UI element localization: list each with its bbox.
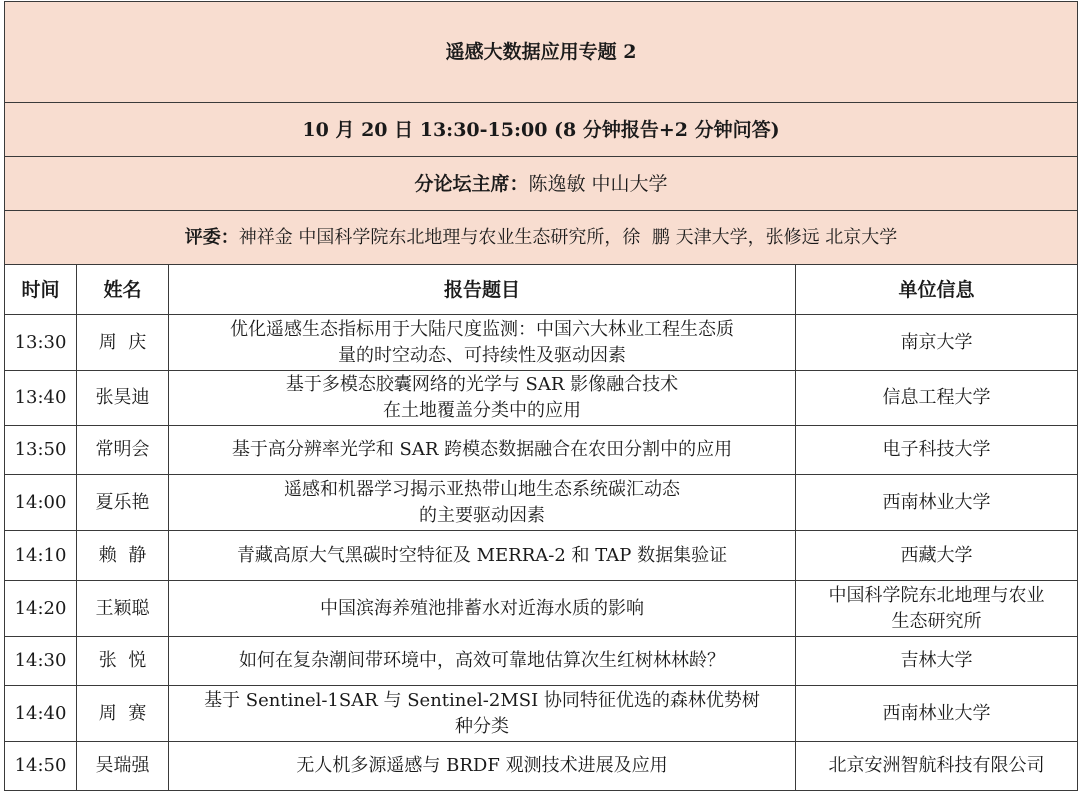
table-row [5,686,1078,742]
row-speaker-name: 常明会 [77,426,169,475]
row-affiliation-line: 西藏大学 [900,544,973,566]
row-topic-line: 量的时空动态、可持续性及驱动因素 [338,344,626,366]
header-name: 姓名 [77,265,169,315]
row-affiliation-line: 吉林大学 [900,650,973,671]
row-affiliation [796,531,1078,581]
table-row [5,531,1078,581]
row-topic [169,371,796,426]
row-topic-line: 遥感和机器学习揭示亚热带山地生态系统碳汇动态 [284,478,680,500]
row-topic-line: 青藏高原大气黑碳时空特征及 MERRA-2 和 TAP 数据集验证 [236,544,728,566]
row-affiliation-line: 生态研究所 [891,610,982,632]
row-time: 13:50 [5,426,77,475]
session-title: 遥感大数据应用专题 2 [5,2,1078,103]
row-speaker-name: 吴瑞强 [77,742,169,791]
row-topic [169,686,796,742]
schedule-table [4,1,1078,791]
row-speaker-name: 夏乐艳 [77,475,169,531]
table-row [5,475,1078,531]
row-topic-line: 种分类 [455,715,509,737]
row-topic-line: 中国滨海养殖池排蓄水对近海水质的影响 [320,597,644,619]
judges-label: 评委： [184,226,239,248]
row-time: 13:40 [5,371,77,426]
table-row [5,426,1078,475]
row-topic-line: 如何在复杂潮间带环境中，高效可靠地估算次生红树林林龄？ [239,650,725,671]
row-speaker-name: 王颖聪 [77,581,169,637]
table-row [5,581,1078,637]
header-time: 时间 [5,265,77,315]
table-row [5,315,1078,371]
row-topic [169,475,796,531]
row-affiliation [796,742,1078,791]
row-topic-line: 无人机多源遥感与 BRDF 观测技术进展及应用 [296,755,668,776]
row-topic [169,426,796,475]
row-affiliation-line: 电子科技大学 [882,439,991,460]
row-affiliation [796,371,1078,426]
row-topic-line: 的主要驱动因素 [419,504,545,526]
row-time: 14:40 [5,686,77,742]
table-row [5,637,1078,686]
row-speaker-name: 张 悦 [77,637,169,686]
row-affiliation [796,315,1078,371]
session-time: 10 月 20 日 13:30-15:00 (8 分钟报告+2 分钟问答) [5,103,1078,157]
row-affiliation [796,637,1078,686]
row-affiliation [796,426,1078,475]
judges-value: 神祥金 中国科学院东北地理与农业生态研究所，徐 鹏 天津大学，张修远 北京大学 [238,226,898,248]
row-affiliation-line: 西南林业大学 [882,491,991,513]
row-topic [169,531,796,581]
row-topic-line: 基于 Sentinel-1SAR 与 Sentinel-2MSI 协同特征优选的森林优势树 [204,689,760,711]
session-judges [5,211,1078,265]
row-affiliation [796,686,1078,742]
row-time: 14:10 [5,531,77,581]
header-affiliation: 单位信息 [796,265,1078,315]
row-time: 13:30 [5,315,77,371]
row-affiliation [796,475,1078,531]
chair-label: 分论坛主席： [414,172,529,195]
row-speaker-name: 张昊迪 [77,371,169,426]
row-speaker-name: 周 赛 [77,686,169,742]
table-row [5,371,1078,426]
row-affiliation-line: 南京大学 [900,331,973,353]
row-topic-line: 在土地覆盖分类中的应用 [383,400,581,421]
row-time: 14:20 [5,581,77,637]
row-affiliation-line: 北京安洲智航科技有限公司 [828,755,1045,776]
row-affiliation-line: 中国科学院东北地理与农业 [828,584,1045,606]
session-title-row [5,2,1078,103]
row-speaker-name: 周 庆 [77,315,169,371]
table-header-row [5,265,1078,315]
row-topic-line: 基于多模态胶囊网络的光学与 SAR 影像融合技术 [285,374,679,395]
row-affiliation-line: 西南林业大学 [882,702,991,724]
row-affiliation [796,581,1078,637]
session-time-row [5,103,1078,157]
row-topic [169,581,796,637]
session-chair-row [5,157,1078,211]
row-topic-line: 优化遥感生态指标用于大陆尺度监测：中国六大林业工程生态质 [230,318,734,340]
row-affiliation-line: 信息工程大学 [882,387,991,408]
row-time: 14:00 [5,475,77,531]
session-chair [5,157,1078,211]
chair-value: 陈逸敏 中山大学 [528,172,668,195]
row-topic [169,637,796,686]
row-topic [169,315,796,371]
row-time: 14:50 [5,742,77,791]
session-judges-row [5,211,1078,265]
row-speaker-name: 赖 静 [77,531,169,581]
row-topic-line: 基于高分辨率光学和 SAR 跨模态数据融合在农田分割中的应用 [231,439,733,460]
table-row [5,742,1078,791]
row-time: 14:30 [5,637,77,686]
row-topic [169,742,796,791]
header-topic: 报告题目 [169,265,796,315]
